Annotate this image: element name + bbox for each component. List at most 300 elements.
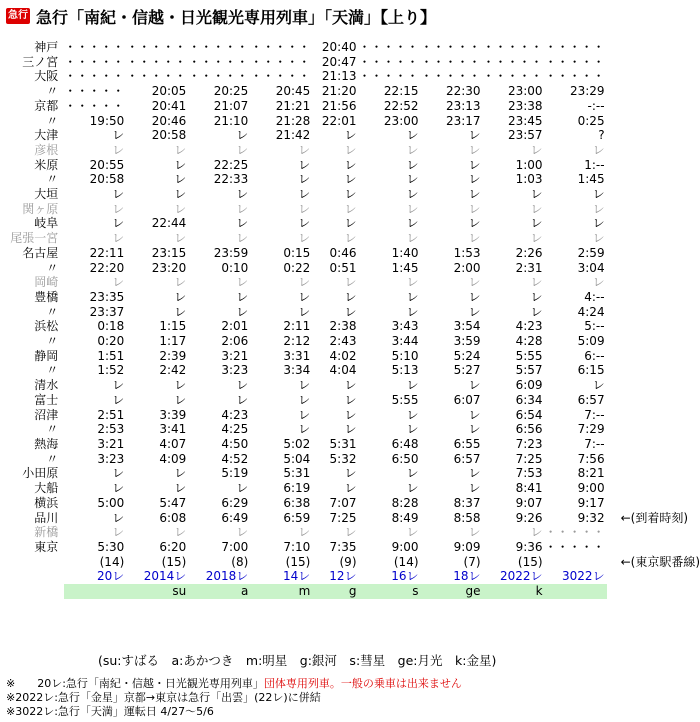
- time-cell: 1:45: [577, 172, 605, 187]
- time-cell: レ: [592, 275, 605, 290]
- time-cell: レ: [298, 407, 311, 422]
- time-cell: レ: [406, 422, 419, 437]
- time-cell: ・・・・・: [420, 40, 481, 54]
- time-cell: 21:56: [321, 98, 357, 113]
- time-cell: レ: [344, 304, 357, 319]
- row-annotation: [607, 99, 700, 114]
- time-cell: レ: [298, 187, 311, 202]
- time-cell: レ: [530, 187, 543, 202]
- express-badge: 急行: [6, 8, 30, 24]
- time-cell: 3:44: [391, 334, 419, 349]
- time-cell: ・・・・・: [126, 54, 187, 69]
- header: [6, 4, 436, 28]
- time-cell: レ: [592, 187, 605, 202]
- time-cell: 2014レ: [143, 569, 187, 584]
- time-cell: 22:11: [89, 245, 125, 260]
- time-cell: 5:32: [329, 451, 357, 466]
- table-row: [0, 363, 700, 378]
- time-cell: 3:21: [221, 348, 249, 363]
- time-cell: 6:19: [283, 481, 311, 496]
- time-cell: (15): [161, 554, 187, 569]
- time-cell: レ: [406, 128, 419, 143]
- station-name: 東京: [34, 539, 59, 554]
- time-cell: レ: [468, 525, 481, 540]
- time-cell: レ: [530, 231, 543, 246]
- time-cell: レ: [530, 304, 543, 319]
- station-name: 米原: [34, 157, 59, 172]
- time-cell: レ: [298, 392, 311, 407]
- table-row: [0, 69, 700, 84]
- time-cell: 12レ: [329, 569, 357, 584]
- time-cell: 6:55: [453, 436, 481, 451]
- table-row: [0, 261, 700, 276]
- time-cell: 5:00: [97, 495, 125, 510]
- time-cell: 3:04: [577, 260, 605, 275]
- time-cell: レ: [344, 128, 357, 143]
- legend-line: (su:すばる a:あかつき m:明星 g:銀河 s:彗星 ge:月光 k:金星): [98, 653, 497, 668]
- time-cell: 7:25: [329, 510, 357, 525]
- row-annotation: [607, 55, 700, 70]
- time-cell: 23:35: [89, 289, 125, 304]
- row-annotation: [607, 216, 700, 231]
- time-cell: 16レ: [391, 569, 419, 584]
- time-cell: 1:52: [97, 363, 125, 378]
- time-cell: 23:57: [507, 128, 543, 143]
- time-cell: 0:10: [221, 260, 249, 275]
- time-cell: 22:15: [383, 84, 419, 99]
- time-cell: レ: [344, 289, 357, 304]
- footnote-2: [6, 691, 462, 705]
- station-name: 熱海: [34, 436, 59, 451]
- time-cell: レ: [406, 187, 419, 202]
- row-annotation: [607, 408, 700, 423]
- time-cell: 8:28: [391, 495, 419, 510]
- time-cell: 20:40: [321, 40, 357, 54]
- station-name: 富士: [34, 392, 59, 407]
- time-cell: m: [250, 584, 312, 599]
- row-annotation: [607, 275, 700, 290]
- time-cell: 7:07: [329, 495, 357, 510]
- time-cell: レ: [174, 466, 187, 481]
- time-cell: 23:38: [507, 98, 543, 113]
- row-annotation: [607, 569, 700, 584]
- time-cell: 2:26: [515, 245, 543, 260]
- time-cell: 1:17: [159, 334, 187, 349]
- row-annotation: [607, 437, 700, 452]
- row-annotation: [607, 187, 700, 202]
- time-cell: 6:59: [283, 510, 311, 525]
- time-cell: 0:25: [577, 113, 605, 128]
- row-annotation: [607, 334, 700, 349]
- row-annotation: [607, 540, 700, 555]
- time-cell: ・・・・・: [250, 40, 311, 54]
- time-cell: レ: [236, 392, 249, 407]
- time-cell: 22:01: [321, 113, 357, 128]
- time-cell: 9:09: [453, 539, 481, 554]
- footnotes: [6, 677, 462, 719]
- time-cell: 22:30: [445, 84, 481, 99]
- time-cell: ・・・・・: [420, 54, 481, 69]
- time-cell: 4:24: [577, 304, 605, 319]
- time-cell: レ: [406, 201, 419, 216]
- row-annotation: [607, 114, 700, 129]
- station-name: 岡崎: [34, 275, 59, 290]
- station-name: 〃: [46, 304, 59, 319]
- station-name: 岐阜: [34, 216, 59, 231]
- time-cell: 21:20: [321, 84, 357, 99]
- time-cell: レ: [298, 289, 311, 304]
- time-cell: 5:04: [283, 451, 311, 466]
- time-cell: レ: [174, 231, 187, 246]
- time-cell: 9:32: [577, 510, 605, 525]
- time-cell: 8:41: [515, 481, 543, 496]
- time-cell: 2:06: [221, 334, 249, 349]
- table-row: [0, 555, 700, 570]
- station-name: 静岡: [34, 348, 59, 363]
- time-cell: レ: [406, 466, 419, 481]
- time-cell: レ: [236, 216, 249, 231]
- time-cell: レ: [112, 392, 125, 407]
- time-cell: レ: [344, 157, 357, 172]
- time-cell: [545, 584, 607, 599]
- time-cell: 6:--: [584, 348, 605, 363]
- station-name: 〃: [46, 451, 59, 466]
- time-cell: 5:57: [515, 363, 543, 378]
- time-cell: レ: [298, 201, 311, 216]
- table-row: [0, 305, 700, 320]
- station-name: 〃: [46, 84, 59, 99]
- time-cell: 21:21: [275, 98, 311, 113]
- time-cell: 20:47: [321, 54, 357, 69]
- time-cell: 3:23: [97, 451, 125, 466]
- station-name: 沼津: [34, 407, 59, 422]
- time-cell: 2:31: [515, 260, 543, 275]
- row-annotation: [607, 496, 700, 511]
- time-cell: 1:00: [515, 157, 543, 172]
- time-cell: レ: [406, 142, 419, 157]
- time-cell: 23:37: [89, 304, 125, 319]
- time-cell: 22:44: [151, 216, 187, 231]
- time-cell: (14): [99, 554, 125, 569]
- time-cell: レ: [530, 525, 543, 540]
- station-name: 新橋: [34, 525, 59, 540]
- time-cell: レ: [344, 378, 357, 393]
- station-name: 品川: [34, 510, 59, 525]
- time-cell: レ: [298, 422, 311, 437]
- time-cell: 2022レ: [500, 569, 543, 584]
- time-cell: レ: [468, 201, 481, 216]
- time-cell: レ: [468, 275, 481, 290]
- time-cell: 7:29: [577, 422, 605, 437]
- time-cell: レ: [344, 422, 357, 437]
- time-cell: レ: [344, 142, 357, 157]
- table-row: [0, 437, 700, 452]
- time-cell: 5:10: [391, 348, 419, 363]
- time-cell: 0:18: [97, 319, 125, 334]
- time-cell: 6:50: [391, 451, 419, 466]
- time-cell: レ: [174, 201, 187, 216]
- time-cell: レ: [468, 407, 481, 422]
- time-cell: ・・・・・: [64, 84, 125, 99]
- table-row: [0, 393, 700, 408]
- row-annotation: [607, 363, 700, 378]
- time-cell: 23:45: [507, 113, 543, 128]
- time-cell: 4:04: [329, 363, 357, 378]
- time-cell: 6:57: [577, 392, 605, 407]
- time-cell: レ: [236, 128, 249, 143]
- time-cell: 2:51: [97, 407, 125, 422]
- station-name: 尾張一宮: [10, 231, 59, 246]
- time-cell: レ: [112, 128, 125, 143]
- row-annotation: [607, 393, 700, 408]
- station-name: 大津: [34, 128, 59, 143]
- time-cell: レ: [468, 128, 481, 143]
- time-cell: レ: [236, 481, 249, 496]
- time-cell: レ: [468, 172, 481, 187]
- row-annotation: ←(到着時刻): [620, 510, 688, 525]
- table-row: [0, 99, 700, 114]
- time-cell: レ: [112, 275, 125, 290]
- time-cell: レ: [406, 304, 419, 319]
- footnote-1-text: ※ 20レ:急行「南紀・信越・日光観光専用列車」: [6, 677, 264, 690]
- time-cell: レ: [112, 510, 125, 525]
- time-cell: レ: [236, 525, 249, 540]
- time-cell: ・・・・・: [544, 54, 605, 69]
- row-annotation: [607, 290, 700, 305]
- time-cell: 20:05: [151, 84, 187, 99]
- time-cell: レ: [174, 392, 187, 407]
- time-cell: (15): [517, 554, 543, 569]
- station-name: 浜松: [34, 319, 59, 334]
- time-cell: 7:--: [584, 436, 605, 451]
- row-annotation: [607, 525, 700, 540]
- table-row: [0, 408, 700, 423]
- time-cell: レ: [236, 187, 249, 202]
- row-annotation: [607, 584, 700, 599]
- time-cell: su: [126, 584, 188, 599]
- time-cell: 0:22: [283, 260, 311, 275]
- time-cell: 8:58: [453, 510, 481, 525]
- time-cell: レ: [174, 304, 187, 319]
- time-cell: 5:31: [283, 466, 311, 481]
- time-cell: 7:35: [329, 539, 357, 554]
- time-cell: 21:07: [213, 98, 249, 113]
- time-cell: 23:17: [445, 113, 481, 128]
- time-cell: レ: [406, 289, 419, 304]
- time-cell: レ: [406, 378, 419, 393]
- time-cell: 7:56: [577, 451, 605, 466]
- time-cell: レ: [236, 275, 249, 290]
- time-cell: 5:55: [515, 348, 543, 363]
- time-cell: レ: [592, 378, 605, 393]
- time-cell: レ: [298, 378, 311, 393]
- time-cell: 2:01: [221, 319, 249, 334]
- time-cell: 7:53: [515, 466, 543, 481]
- time-cell: レ: [406, 525, 419, 540]
- time-cell: 5:30: [97, 539, 125, 554]
- time-cell: レ: [174, 275, 187, 290]
- time-cell: 9:00: [577, 481, 605, 496]
- table-row: [0, 349, 700, 364]
- table-row: [0, 172, 700, 187]
- time-cell: 2:00: [453, 260, 481, 275]
- time-cell: ・・・・・: [188, 54, 249, 69]
- time-cell: レ: [298, 172, 311, 187]
- time-cell: 9:17: [577, 495, 605, 510]
- time-cell: 23:29: [569, 84, 605, 99]
- time-cell: 0:46: [329, 245, 357, 260]
- time-cell: 6:09: [515, 378, 543, 393]
- time-cell: (8): [231, 554, 249, 569]
- time-cell: 20:46: [151, 113, 187, 128]
- time-cell: 5:--: [584, 319, 605, 334]
- row-annotation: [607, 128, 700, 143]
- page-title: 急行「南紀・信越・日光観光専用列車」「天満」【上り】: [36, 7, 437, 27]
- time-cell: レ: [174, 378, 187, 393]
- table-row: [0, 569, 700, 584]
- footnote-3: [6, 705, 462, 719]
- time-cell: 8:37: [453, 495, 481, 510]
- time-cell: レ: [112, 201, 125, 216]
- time-cell: レ: [298, 275, 311, 290]
- time-cell: 22:25: [213, 157, 249, 172]
- table-row: [0, 114, 700, 129]
- time-cell: レ: [344, 466, 357, 481]
- time-cell: レ: [468, 289, 481, 304]
- time-cell: レ: [468, 378, 481, 393]
- time-cell: 2018レ: [205, 569, 249, 584]
- time-cell: 21:42: [275, 128, 311, 143]
- time-cell: レ: [344, 201, 357, 216]
- time-cell: 4:23: [515, 319, 543, 334]
- station-name: 大船: [34, 481, 59, 496]
- time-cell: 22:20: [89, 260, 125, 275]
- time-cell: 8:21: [577, 466, 605, 481]
- table-row: [0, 231, 700, 246]
- row-annotation: [607, 40, 700, 55]
- time-cell: レ: [344, 407, 357, 422]
- time-cell: レ: [174, 142, 187, 157]
- time-cell: 6:54: [515, 407, 543, 422]
- time-cell: g: [312, 584, 358, 599]
- station-name: 大垣: [34, 187, 59, 202]
- row-annotation: [607, 231, 700, 246]
- time-cell: ・・・・・: [64, 69, 125, 84]
- row-annotation: [607, 466, 700, 481]
- time-cell: レ: [236, 378, 249, 393]
- time-cell: レ: [468, 216, 481, 231]
- time-cell: ・・・・・: [188, 40, 249, 54]
- row-annotation: [607, 246, 700, 261]
- time-cell: 22:52: [383, 98, 419, 113]
- time-cell: 4:09: [159, 451, 187, 466]
- time-cell: ・・・・・: [64, 98, 125, 113]
- time-cell: 19:50: [89, 113, 125, 128]
- time-cell: 3:21: [97, 436, 125, 451]
- table-row: [0, 334, 700, 349]
- time-cell: レ: [112, 466, 125, 481]
- time-cell: レ: [174, 157, 187, 172]
- time-cell: 1:51: [97, 348, 125, 363]
- time-cell: 5:09: [577, 334, 605, 349]
- table-row: [0, 422, 700, 437]
- time-cell: ・・・・・: [126, 69, 187, 84]
- time-cell: レ: [406, 231, 419, 246]
- row-annotation: [607, 422, 700, 437]
- time-cell: 7:10: [283, 539, 311, 554]
- time-cell: [64, 584, 126, 599]
- time-cell: レ: [468, 481, 481, 496]
- time-cell: 2:39: [159, 348, 187, 363]
- time-cell: レ: [112, 187, 125, 202]
- time-cell: レ: [298, 142, 311, 157]
- time-cell: レ: [174, 172, 187, 187]
- time-cell: ・・・・・: [544, 40, 605, 54]
- time-cell: レ: [236, 142, 249, 157]
- station-name: 京都: [34, 98, 59, 113]
- time-cell: レ: [592, 142, 605, 157]
- station-name: 彦根: [34, 142, 59, 157]
- time-cell: レ: [530, 275, 543, 290]
- time-cell: 9:07: [515, 495, 543, 510]
- time-cell: 21:13: [321, 69, 357, 84]
- time-cell: ・・・・・: [358, 69, 419, 84]
- time-cell: 18レ: [453, 569, 481, 584]
- time-cell: 6:34: [515, 392, 543, 407]
- time-cell: ・・・・・: [64, 54, 125, 69]
- time-cell: 0:20: [97, 334, 125, 349]
- time-cell: ・・・・・: [482, 69, 543, 84]
- time-cell: 2:12: [283, 334, 311, 349]
- time-cell: 9:26: [515, 510, 543, 525]
- time-cell: レ: [530, 289, 543, 304]
- footnote-3-text: ※3022レ:急行「天満」運転日 4/27～5/6: [6, 705, 214, 718]
- station-name: 〃: [46, 172, 59, 187]
- table-row: [0, 187, 700, 202]
- time-cell: 6:56: [515, 422, 543, 437]
- time-cell: 9:36: [515, 539, 543, 554]
- time-cell: 6:15: [577, 363, 605, 378]
- table-row: [0, 275, 700, 290]
- time-cell: 6:57: [453, 451, 481, 466]
- time-cell: レ: [344, 275, 357, 290]
- time-cell: 23:00: [383, 113, 419, 128]
- time-cell: レ: [344, 525, 357, 540]
- time-cell: 2:11: [283, 319, 311, 334]
- table-row: [0, 584, 700, 599]
- time-cell: [545, 555, 607, 570]
- time-cell: -:--: [587, 98, 605, 113]
- time-cell: ・・・・・: [544, 69, 605, 84]
- time-cell: レ: [468, 466, 481, 481]
- time-cell: 3:54: [453, 319, 481, 334]
- time-cell: レ: [344, 187, 357, 202]
- time-cell: (14): [393, 554, 419, 569]
- time-cell: ・・・・・: [420, 69, 481, 84]
- time-cell: レ: [112, 142, 125, 157]
- table-row: [0, 319, 700, 334]
- time-cell: 5:13: [391, 363, 419, 378]
- time-cell: 23:13: [445, 98, 481, 113]
- time-cell: 20レ: [96, 569, 125, 584]
- time-cell: 4:02: [329, 348, 357, 363]
- time-cell: レ: [406, 172, 419, 187]
- time-cell: 23:00: [507, 84, 543, 99]
- time-cell: 2:38: [329, 319, 357, 334]
- time-cell: レ: [468, 142, 481, 157]
- time-cell: レ: [468, 157, 481, 172]
- time-cell: 9:00: [391, 539, 419, 554]
